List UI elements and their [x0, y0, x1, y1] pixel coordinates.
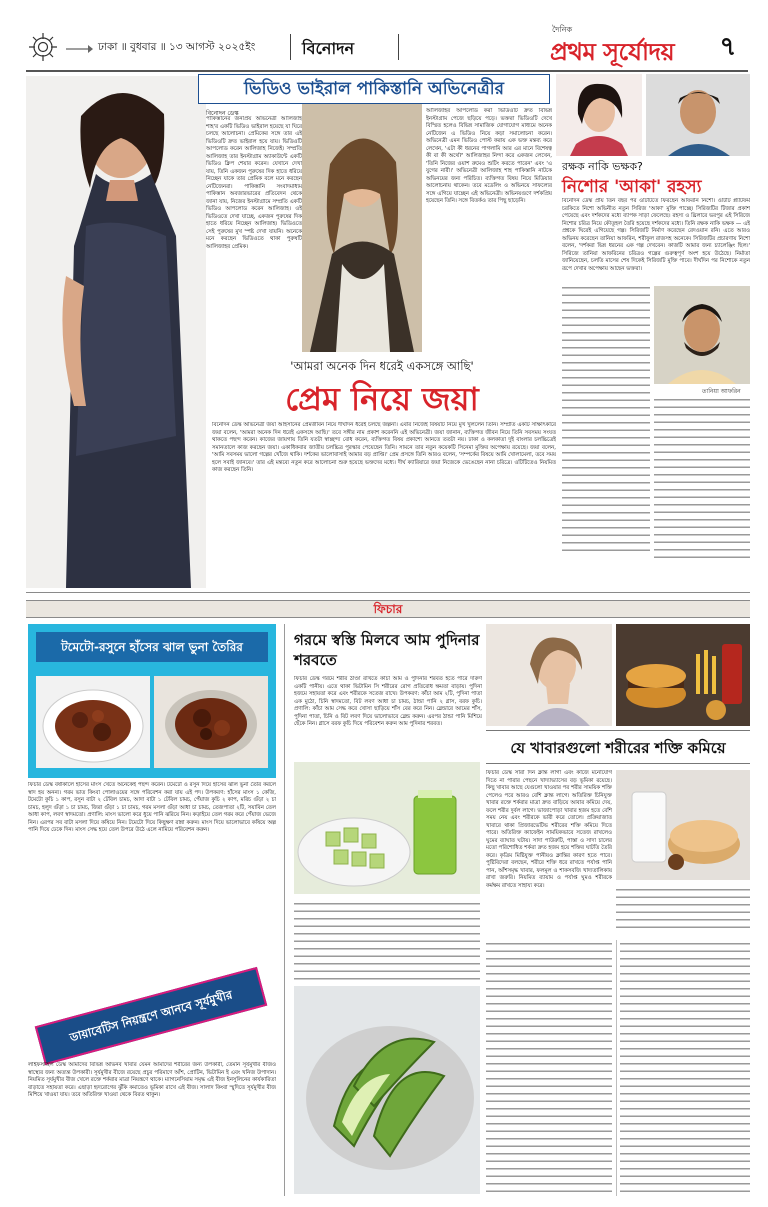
recipe-box — [28, 624, 276, 778]
story1-headline: ভিডিও ভাইরাল পাকিস্তানি অভিনেত্রীর — [244, 79, 504, 99]
energy-text-lines-a — [486, 940, 612, 1196]
top-bottom-rule — [26, 592, 750, 593]
fast-food-photo — [616, 624, 750, 726]
diabetes-banner-text: ডায়াবেটিস নিয়ন্ত্রণে আনবে সূর্যমুখীর — [68, 987, 234, 1045]
mango-text-lines — [294, 900, 480, 980]
story3-text: বিনোদন ডেস্ক অভিনেত্রী জয়া আহসানের প্রেমজীবন নিয়ে দীর্ঘদিন ধরেই চলছে জল্পনা। এবার নিজেই বিষয়টি নিয়ে মুখ খুললেন তিনি। সম্প্রতি একটি সাক্ষাৎকারে জয়া বলেন, 'আমরা অনেক দিন ধরেই একসঙ্গে আছি।' তবে সঙ্গীর নাম প্রকাশ করেননি এই অভিনেত্রী। জয়া জানান, ব্যক্তিগত জীবন নিয়ে তিনি সবসময় সংযত থাকতে পছন্দ করেন। কাজের জায়গায় তিনি যতটা স্বাচ্ছন্দ্য বোধ করেন, ব্যক্তিগত বিষয় প্রকাশ্যে আনতে ততটা নয়। ঢাকা ও কলকাতা দুই বাংলার চলচ্চিত্রেই সমানতালে কাজ করছেন জয়া। একাধিকবার জাতীয় চলচ্চিত্র পুরস্কার পেয়েছেন তিনি। সামনে তার নতুন কয়েকটি সিনেমা মুক্তির অপেক্ষায় রয়েছে। জয়া বলেন, 'আমি সবসময় ভালো গল্পের খোঁজে থাকি। দর্শকের ভালোবাসাই আমার বড় প্রাপ্তি।' প্রেম প্রসঙ্গে তিনি আরও বলেন, 'সম্পর্কের বিষয়ে আমি খোলামেলা, তবে সময় হলে সবাই জানবে।' তার এই মন্তব্যে নতুন করে আলোচনা শুরু হয়েছে ভক্তদের মধ্যে। দীর্ঘ ক্যারিয়ারে জয়া নিজেকে ভেঙেছেন নানা চরিত্রে। ওটিটিতেও নিয়মিত কাজ করছেন তিনি। — [212, 422, 556, 473]
tania-photo — [556, 74, 642, 156]
mango-juice-photo — [294, 762, 480, 894]
story3-headline: প্রেম নিয়ে জয়া — [285, 380, 479, 418]
energy-text-lines-right — [616, 886, 750, 934]
alizeh-saree-photo — [26, 76, 206, 588]
alizeh-second-photo — [302, 104, 422, 352]
story2-text-right — [654, 396, 750, 558]
energy-title: যে খাবারগুলো শরীরের শক্তি কমিয়ে — [510, 739, 726, 757]
energy-text: ফিচার ডেস্ক সারা দিন ক্লান্ত লাগা এবং কাজে মনোযোগ দিতে না পারার পেছনে খাদ্যাভ্যাসের বড় ভূমিকা রয়েছে। কিছু খাবার আছে যেগুলো খাওয়ার পর শরীর সাময়িক শক্তি পেলেও পরে আরও বেশি ক্লান্ত লাগে। অতিরিক্ত চিনিযুক্ত খাবার রক্তে শর্করার মাত্রা দ্রুত বাড়িয়ে আবার কমিয়ে দেয়, ফলে শরীর দুর্বল লাগে। ভাজাপোড়া খাবার হজম হতে বেশি সময় নেয় এবং শরীরকে ভারী করে তোলে। প্রক্রিয়াজাত খাবারে থাকা প্রিজারভেটিভ শরীরের শক্তি কমিয়ে দিতে পারে। অতিরিক্ত ক্যাফেইন সাময়িকভাবে সতেজ রাখলেও ঘুমের ব্যাঘাত ঘটায়। সাদা পাউরুটি, পাস্তা ও সাদা চালের মতো পরিশোধিত শর্করা দ্রুত হজম হয়ে শক্তির ঘাটতি তৈরি করে। কৃত্রিম মিষ্টিযুক্ত পানীয়ও ক্লান্তির কারণ হতে পারে। পুষ্টিবিদেরা বলছেন, শরীরে শক্তি ধরে রাখতে পর্যাপ্ত পানি পান, আঁশসমৃদ্ধ খাবার, ফলমূল ও শাকসবজি খাদ্যতালিকায় রাখা জরুরি। নিয়মিত ব্যায়াম ও পর্যাপ্ত ঘুমও শরীরকে কর্মক্ষম রাখতে সাহায্য করে। — [486, 770, 612, 889]
feature-label-box — [26, 600, 750, 618]
paper-small-label: দৈনিক — [552, 25, 573, 34]
feature-label: ফিচার — [373, 602, 403, 616]
green-mango-photo — [294, 986, 480, 1194]
story3-quote: 'আমরা অনেক দিন ধরেই একসঙ্গে আছি' — [290, 359, 474, 373]
redwan-photo-caption: তানিয়া আফরিন — [702, 388, 741, 395]
section-divider — [290, 34, 291, 60]
story1-headline-box — [198, 74, 550, 104]
diabetes-text: লাইফস্টাইল ডেস্ক আমাদের বিভিন্ন অভিনব খাবার যেমন আমাদের শরীরের জন্য উপকারী, তেমনি সূর্যমুখীর বীজও স্বাস্থ্যের জন্য অত্যন্ত উপকারী। সূর্যমুখীর বীজে রয়েছে প্রচুর পরিমাণে আঁশ, প্রোটিন, ভিটামিন ই এবং খনিজ উপাদান। নিয়মিত সূর্যমুখীর বীজ খেলে রক্তে শর্করার মাত্রা নিয়ন্ত্রণে থাকে। ম্যাগনেসিয়াম সমৃদ্ধ এই বীজ ইনসুলিনের কার্যকারিতা বাড়াতে সহায়তা করে। এছাড়া হৃদরোগের ঝুঁকি কমাতেও ভূমিকা রাখে এই বীজ। সালাদ কিংবা স্মুদিতে সূর্যমুখীর বীজ মিশিয়ে খাওয়া যায়। তবে অতিরিক্ত খাওয়া থেকে বিরত থাকুন। — [28, 1062, 276, 1098]
milk-bread-photo — [616, 770, 750, 880]
date-line: ঢাকা ॥ বুধবার ॥ ১৩ আগস্ট ২০২৫ইং — [98, 41, 256, 53]
story2-text-top: বিনোদন ডেস্ক প্রায় তিন বছর পর ওটিটিতে ফিরছেন আফরান নিশো। ওটিটি প্ল্যাটফর্ম চরকিতে নিশো অভিনীত নতুন সিরিজ 'আকা' মুক্তি পাচ্ছে। সিরিজটির টিজার প্রকাশ পেয়েছে এবং দর্শকদের মধ্যে ব্যাপক সাড়া ফেলেছে। রহস্য ও থ্রিলারে ভরপুর এই সিরিজে নিশোর চরিত্র নিয়ে কৌতূহল তৈরি হয়েছে দর্শকদের মধ্যে। তিনি রক্ষক নাকি ভক্ষক — এই প্রশ্নকে ঘিরেই এগিয়েছে গল্প। সিরিজটি নির্মাণ করেছেন রেদওয়ান রনি। এতে আরও অভিনয় করেছেন তানিয়া আফরিন, শরীফুল রাজসহ অনেকে। সিরিজটির প্রচারণায় নিশো বলেন, 'দর্শকরা ভিন্ন ধরনের এক গল্প দেখবেন। কাজটি আমার জন্য চ্যালেঞ্জিং ছিল।' সিরিজে তানিয়া আফরিনের চরিত্রও গল্পের গুরুত্বপূর্ণ অংশ হয়ে উঠেছে। নির্মাতা জানিয়েছেন, চলতি মাসের শেষ দিকেই সিরিজটি মুক্তি পাবে। দীর্ঘদিন পর নিশোকে নতুন রূপে দেখার অপেক্ষায় আছেন ভক্তরা। — [562, 198, 750, 272]
mango-text-lower — [294, 900, 480, 980]
page-number: ৭ — [719, 32, 737, 62]
story2-headline: নিশোর 'আকা' রহস্য — [562, 177, 702, 197]
masthead-rule — [26, 70, 748, 72]
feature-divider-2 — [616, 940, 617, 1196]
recipe-title: টমেটো-রসুনে হাঁসের ঝাল ভুনা তৈরির — [36, 632, 268, 662]
section-divider-right — [398, 34, 399, 60]
nisho-photo — [646, 74, 750, 156]
mango-title: গরমে স্বস্তি মিলবে আম পুদিনার শরবতে — [294, 631, 480, 669]
story1-text-b: আলিজাহর আপলোড করা ভিডিওটি দ্রুত বিভিন্ন ইনস্টাগ্রাম পেজে ছড়িয়ে পড়ে। ভক্তরা ভিডিওটি দেখে বিস্মিত হলেও বিভিন্ন সামাজিক যোগাযোগ মাধ্যমে অনেক নেটিজেন এ ভিডিও নিয়ে কড়া সমালোচনা করেন। অভিনেত্রী এমন ভিডিও পোস্ট করায় এক ভক্ত মন্তব্য করে লেখেন, 'এটা কী ধরনের পাগলামি আর এর মানে বিশেষত্ব কী বা কী অর্থে?' আলিজাহর নিন্দা করে একজন লেখেন, 'তিনি নিজের ওয়াশ রুমেও শুটিং করতে পারেন' এবং 'এ যুগের নারী।' অভিনেত্রী আলিজাহ শাহ পাকিস্তানি নাটকে অভিনয়ের জন্য পরিচিত। ব্যক্তিগত বিষয় নিয়ে মিডিয়ার আলোচনায় থাকেন। তবে মডেলিং ও অভিনয়ে সাফল্যের সঙ্গে এগিয়ে যাচ্ছেন এই অভিনেত্রী। অভিনয়গুণে দর্শকপ্রিয় হয়েছেন তিনি। সঙ্গে বিতর্কও তার পিছু ছাড়েনি। — [426, 108, 552, 204]
mango-text: ফিচার ডেস্ক গরমে শরীর ঠাণ্ডা রাখতে কাঁচা আম ও পুদিনার শরবত হতে পারে দারুণ একটি পানীয়। এতে থাকা ভিটামিন সি শরীরের রোগ প্রতিরোধ ক্ষমতা বাড়ায়। পুদিনা হজমে সহায়তা করে এবং শরীরকে সতেজ রাখে। উপকরণ: কাঁচা আম ২টি, পুদিনা পাতা এক মুঠো, চিনি স্বাদমতো, বিট লবণ আধা চা চামচ, ঠান্ডা পানি ২ গ্লাস, বরফ কুচি। প্রণালি: কাঁচা আম সেদ্ধ করে খোসা ছাড়িয়ে শাঁস বের করে নিন। ব্লেন্ডারে আমের শাঁস, পুদিনা পাতা, চিনি ও বিট লবণ দিয়ে ভালোভাবে ব্লেন্ড করুন। এরপর ঠান্ডা পানি মিশিয়ে ছেঁকে নিন। গ্লাসে বরফ কুচি দিয়ে পরিবেশন করুন আম পুদিনার শরবত। — [294, 676, 482, 727]
masthead — [0, 0, 768, 72]
ornament-icon — [24, 30, 62, 64]
energy-title-box — [486, 730, 750, 764]
duck-curry-photo-2 — [154, 676, 268, 768]
story1-text-a: পাকিস্তানের জনপ্রিয় অভিনেত্রী আলিজাহ শাহ'র একটি ভিডিও ভাইরাল হয়েছে যা ঘিরে চলছে আলোচনা। প্রেমিকের সঙ্গে তার এই ভিডিওটি দ্রুত ভাইরাল হয়ে যায়। ভিডিওটি আপলোড করেন আলিজাহ নিজেই। সম্প্রতি আলিজাহ তার ইনস্টাগ্রাম অ্যাকাউন্টে একটি ভিডিও ক্লিপ শেয়ার করেন। যেখানে দেখা যায়, তিনি একজন পুরুষের দিক হাতে ধরিয়ে নিচ্ছেন যাকে তার প্রেমিক বলে মনে করছেন নেটিজেনরা। পাকিস্তানি সংবাদমাধ্যম পাকিস্তান অবজারভারের প্রতিবেদন থেকে জানা যায়, নিজের ইনস্টাগ্রামে সম্প্রতি একটি ভিডিও আপলোড করেন আলিজাহ। ওই ভিডিওতে দেখা যাচ্ছে, একজন পুরুষের দিক হাতে ধরিয়ে নিচ্ছেন আলিজাহ। ভিডিওতে সেই পুরুষের মুখ স্পষ্ট দেখা যায়নি। অনেকে মনে করছেন ভিডিওতে থাকা পুরুষটি আলিজাহর প্রেমিক। — [206, 116, 302, 250]
story2-text-left — [562, 284, 650, 554]
paper-name: প্রথম সূর্যোদয় — [550, 38, 675, 66]
redwan-photo — [654, 286, 750, 384]
story1-byline: বিনোদন ডেস্ক — [206, 110, 239, 117]
feature-divider-1 — [284, 624, 285, 1196]
tired-woman-photo — [486, 624, 612, 726]
energy-text-lines-b — [620, 940, 750, 1196]
recipe-text: ফিচার ডেস্ক বর্ষাকালে হাঁসের মাংস খেতে অনেকেই পছন্দ করেন। টমেটো ও রসুন দিয়ে হাঁসের ঝাল ভুনা তৈরি করলে স্বাদ হয় অনন্য। গরম ভাত কিংবা পোলাওয়ের সঙ্গে পরিবেশন করা যায় এই পদ। উপকরণ: হাঁসের মাংস ১ কেজি, টমেটো কুচি ১ কাপ, রসুন বাটা ২ টেবিল চামচ, আদা বাটা ১ টেবিল চামচ, পেঁয়াজ কুচি ২ কাপ, মরিচ গুঁড়া ২ চা চামচ, হলুদ গুঁড়া ১ চা চামচ, জিরা গুঁড়া ১ চা চামচ, গরম মসলা গুঁড়া আধা চা চামচ, তেজপাতা ২টি, সয়াবিন তেল আধা কাপ, লবণ স্বাদমতো। প্রণালি: মাংস ভালো করে ধুয়ে পানি ঝরিয়ে নিন। কড়াইয়ে তেল গরম করে পেঁয়াজ ভেজে নিন। এরপর সব বাটা মসলা দিয়ে কষিয়ে নিন। টমেটো দিয়ে কিছুক্ষণ রান্না করুন। মাংস দিয়ে ভালোভাবে কষিয়ে অল্প পানি দিয়ে ঢেকে দিন। মাংস সেদ্ধ হয়ে তেল উপরে উঠে এলে নামিয়ে পরিবেশন করুন। — [28, 782, 276, 833]
section-name: বিনোদন — [302, 39, 355, 58]
story2-kicker: রক্ষক নাকি ভক্ষক? — [562, 160, 643, 173]
left-rule-icon — [64, 44, 94, 54]
duck-curry-photo-1 — [36, 676, 150, 768]
